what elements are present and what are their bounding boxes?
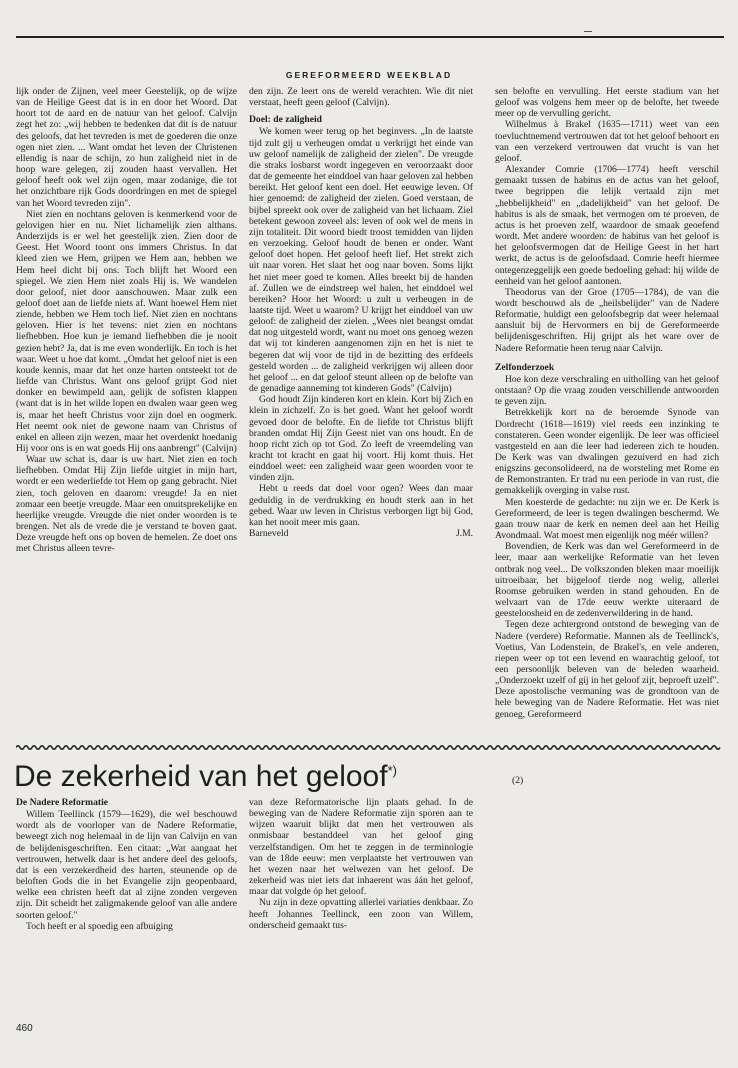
paragraph: Waar uw schat is, daar is uw hart. Niet zien en toch liefhebben. Omdat Hij Zijn liefde uitgiet in mijn hart, wordt er een wederliefde tot Hem op gang gebracht. Niet zien, toch geloven en daarom: vreugde! Ja en niet zomaar een beetje vreugde. Maar een onuitsprekelijke en heerlijke vreugde. Vreugde die niet onder woorden is te brengen. Net als de vrede die je verstand te boven gaat. Deze vreugde heft ons op boven de hemelen. Ze doet ons met Christus alleen tevre-: [16, 454, 237, 555]
paragraph: Hoe kon deze verschraling en uitholling van het geloof ontstaan? Op die vraag zouden verschillende antwoorden te geven zijn.: [495, 373, 719, 408]
signature-initials: J.M.: [455, 528, 473, 540]
article-title: [14, 754, 534, 794]
paragraph: Nu zijn in deze opvatting allerlei variaties denkbaar. Zo heeft Johannes Teellinck, een zoon van Willem, onderscheid gemaakt tus-: [249, 897, 473, 931]
paragraph: Alexander Comrie (1706—1774) heeft verschil gemaakt tussen de habitus en de actus van het geloof, twee begrippen die lelijk vertaald zijn met „hebbelijkheid" en „dadelijkheid" van het geloof. De habitus is als de smaak, het vermogen om te proeven, de actus is het proeven zelf, waardoor de smaak geoefend wordt. Met andere woorden: de habitus van het geloof is het geloofsvermogen dat de Heilige Geest in het hart werkt, de actus is de geloofsdaad. Comrie heeft hiermee ontegenzeggelijk een goede bedoeling gehad: hij wilde de eenheid van het geloof aantonen.: [495, 164, 719, 287]
footnote-mark: *): [387, 763, 397, 778]
upper-column-1: [16, 86, 237, 555]
paragraph: Betrekkelijk kort na de beroemde Synode van Dordrecht (1618—1619) viel reeds een inzinking te constateren. Geen wonder eigenlijk. De leer was officieel vastgesteld en aan die leer had iedereen zich te houden. De Kerk was van dwalingen gezuiverd en had zich enigszins geconsolideerd, na de worsteling met Rome en de Remonstranten. Er trad nu een periode in van rust, die gemakkelijk overging in valse rust.: [495, 407, 719, 497]
header-rule: [16, 36, 724, 38]
paragraph: Tegen deze achtergrond ontstond de beweging van de Nadere (verdere) Reformatie. Mannen als de Teellinck's, Voetius, Van Lodenstein, de Brakel's, en vele anderen, riepen weer op tot een levend en waarachtig geloof, tot een persoonlijk beleven van de beleden waarheid. „Onderzoekt uzelf of gij in het geloof zijt, beproeft uzelf". Deze apostolische vermaning was de grondtoon van de hele beweging van de Nadere Reformatie. Het was niet genoeg, Gereformeerd: [495, 619, 719, 720]
paragraph: Niet zien en nochtans geloven is kenmerkend voor de gelovigen hier en nu. Niet lichamelijk zien althans. Anderzijds is er wel het geestelijk zien. Zien door de Geest. Het Woord toont ons immers Christus. In dat kleed zien we Hem, grijpen we Hem aan, hebben we Hem heel dicht bij ons. Toch blijft het Woord een spiegel. We zien Hem niet zoals Hij is. We wandelen door geloof, niet door aanschouwen. Maar zulk een geloof doet aan de liefde niets af. Want hoewel Hem niet ziende, hebben we Hem toch lief. Niet zien en nochtans geloven. Hier is het tevens: niet zien en nochtans liefhebben. Hoe kun je iemand liefhebben die je nooit gezien hebt? Ja, dat is me even wonderlijk. En toch is het waar. Weet u hoe dat komt. „Omdat het geloof niet is een koude kennis, maar dat het onze harten ontsteekt tot de liefde van Christus. Want ons geloof grijpt God niet donker en bewimpeld aan, gelijk de sofisten klappen (want dat is in het wilde lopen en dwalen waar geen weg is, maar het heeft Christus voor zijn doel en oogmerk. Het neemt ook niet de gewone naam van Christus of enkel en alleen zijn wezen, maar het overdenkt hoedanig Hij voor ons is en wat goeds Hij ons aanbrengt" (Calvijn): [16, 208, 237, 454]
page-number: 460: [16, 1023, 33, 1034]
article-column-1: [16, 797, 237, 932]
article-part-number: (2): [512, 775, 524, 786]
paragraph: Willem Teellinck (1579—1629), die wel beschouwd wordt als de voorloper van de Nadere Reformatie, beweegt zich nog helemaal in de lijn van Calvijn en van de belijdenisgeschriften. Een citaat: „Wat aangaat het vertrouwen, hetwelk daar is het andere deel des geloofs, dat is een verzekerdheid des harten, steunende op de beloften Gods die in het Evangelie zijn geopenbaard, welke een christen heeft dat al zijne zonden vergeven zijn. Dit scheidt het zaligmakende geloof van alle andere soorten geloof.": [16, 809, 237, 921]
paragraph: Hebt u reeds dat doel voor ogen? Wees dan maar geduldig in de verdrukking en houdt sterk aan in het gebed. Waar uw leven in Christus verborgen ligt bij God, kan het nooit meer mis gaan.: [249, 483, 473, 528]
paragraph: Theodorus van der Groe (1705—1784), de van die wordt beschouwd als de „heilsbelijder" van de Nadere Reformatie, huldigt een geloofsbegrip dat weer helemaal aansluit bij de Hervormers en bij de Gereformeerde belijdenisgeschriften. Hij grijpt als het ware over de Nadere Reformatie heen terug naar Calvijn.: [495, 286, 719, 354]
wavy-divider: [16, 744, 722, 751]
article-column-2: [249, 797, 473, 931]
paragraph: Men koesterde de gedachte: nu zijn we er. De Kerk is Gereformeerd, de leer is tegen dwalingen beschermd. We gaan trouw naar de kerk en nemen deel aan het Heilig Avondmaal. Wat moest men eigenlijk nog méér willen?: [495, 496, 719, 542]
paragraph: lijk onder de Zijnen, veel meer Geestelijk, op de wijze van de Heilige Geest dat is in en door het Woord. Dat hoort tot de aard en de natuur van het geloof. Calvijn zegt het zo: „wij hebben te bedenken dat dit is de natuur des geloofs, dat het tevreden is met de goederen die onze ogen niet zien. ... Want omdat het leven der Christenen ellendig is naar de schijn, zo hun zaligheid niet in de hoop ware gelegen, zij zouden haast vervallen. Het geloof heeft ook wel zijn ogen, maar zodanige, die tot het onzichtbare rijk Gods doordringen en met de spiegel van het Woord tevreden zijn".: [16, 86, 237, 209]
masthead: GEREFORMEERD WEEKBLAD: [285, 70, 453, 80]
paragraph: God houdt Zijn kinderen kort en klein. Kort bij Zich en klein in zichzelf. Zo is het goed. Want het geloof wordt gevoed door de belofte. En de liefde tot Christus blijft branden omdat Hij Zijn Geest niet van ons houdt. En de hoop richt zich op tot God. Zo leeft de vreemdeling van kracht tot kracht en gaat hij voort. Hij komt thuis. Het einddoel weet: een zaligheid waar geen woorden voor te vinden zijn.: [249, 394, 473, 484]
upper-column-2: [249, 86, 473, 539]
section-heading: Zelfonderzoek: [495, 361, 555, 373]
paragraph: den zijn. Ze leert ons de wereld verachten. Wie dit niet verstaat, heeft geen geloof (Calvijn).: [249, 86, 473, 109]
section-heading: Doel: de zaligheid: [249, 114, 323, 126]
paragraph: Wilhelmus à Brakel (1635—1711) weet van een toevluchtnemend vertrouwen dat tot het geloof behoort en van een verzekerd vertrouwen dat vrucht is van het geloof.: [495, 119, 719, 164]
header-tick-mark: [584, 31, 592, 32]
signature-place: Barneveld: [249, 528, 289, 540]
signature-line: [249, 528, 473, 539]
section-heading: De Nadere Reformatie: [16, 797, 108, 808]
right-column: [495, 86, 719, 720]
article-title-text: De zekerheid van het geloof: [14, 760, 388, 793]
paragraph: Toch heeft er al spoedig een afbuiging: [26, 920, 173, 932]
paragraph: We komen weer terug op het beginvers. „In de laatste tijd zult gij u verheugen omdat u verkrijgt het einde van uw geloof namelijk de zaligheid der zielen". De vreugde die straks losbarst wordt ingegeven en veroorzaakt door dat de gemeente het einddoel van haar geloven zal hebben bereikt. Het geloof kent een doel. Het eeuwige leven. Of hier genoemd: de zaligheid der zielen. Goed verstaan, de bijbel spreekt ook over de zaligheid van het lichaam. Ziel betekent gewoon zoveel als: leven of ook wel de mens in zijn totaliteit. Dit woord biedt troost temidden van lijden en verzoeking. Geloof houdt de benen er onder. Want geloof doet hopen. Het geloof heeft lief. Het strekt zich uit naar voren. Het slaat het oog naar boven. Soms lijkt het niet meer goed te komen. Alles breekt bij de handen af. Zullen we de eindstreep wel halen, het einddoel wel bereiken? Hoor het Woord: u zult u verheugen in de laatste tijd. Weet u waarom? U krijgt het einddoel van uw geloof: de zaligheid der zielen. „Wees niet beangst omdat dat nog uitgesteld wordt, want nu moet ons genoeg wezen dat wij tot kinderen aangenomen zijn en het is niet te begeren dat wij voor de tijd in de bezitting des erfdeels gesteld worden ... de zaligheid verkrijgen wij alleen door het geloof ... en dat geloof steunt alleen op de belofte van de genadige aanneming tot kinderen Gods" (Calvijn): [249, 126, 473, 395]
paragraph: van deze Reformatorische lijn plaats gehad. In de beweging van de Nadere Reformatie zijn sporen aan te wijzen waaruit blijkt dat men het vertrouwen als onmisbaar bestanddeel van het geloof ging verzelfstandigen. Om het te zeggen in de terminologie van de 18de eeuw: men verplaatste het vertrouwen van het wezen naar het welwezen van het geloof. De zekerheid was niet iets dat inhaerent was áán het geloof, maar dat volgde óp het geloof.: [249, 797, 473, 898]
paragraph: sen belofte en vervulling. Het eerste stadium van het geloof was volgens hem meer op de belofte, het tweede meer op de vervulling gericht.: [495, 86, 719, 120]
paragraph: Bovendien, de Kerk was dan wel Gereformeerd in de leer, maar aan werkelijke Reformatie van het leven ontbrak nog veel... De volkszonden bleken maar moeilijk uitroeibaar, het bijgeloof tierde nog welig, allerlei Roomse gebruiken werden in stand gehouden. En de welvaart van de 17de eeuw werkte uiteraard de geesteloosheid en de zedenverwildering in de hand.: [495, 541, 719, 620]
